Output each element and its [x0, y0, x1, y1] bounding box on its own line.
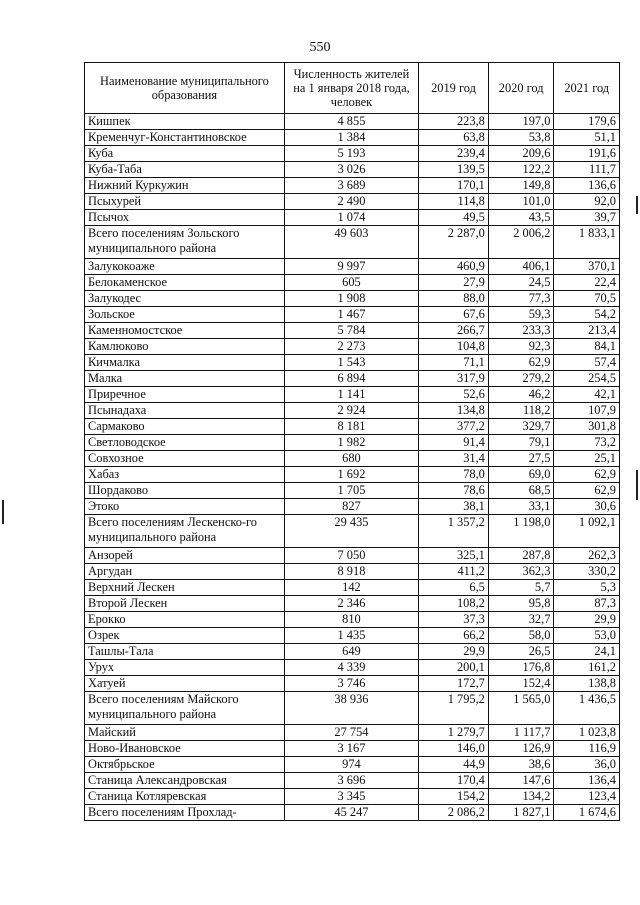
cell-2021: 1 023,8: [554, 725, 620, 741]
cell-2020: 149,8: [488, 178, 554, 194]
cell-name: Всего поселениям Лескенско-го муниципального района: [85, 515, 285, 548]
cell-2019: 200,1: [419, 660, 489, 676]
cell-2020: 233,3: [488, 323, 554, 339]
table-row-total: [85, 515, 620, 548]
cell-population: 3 167: [284, 741, 418, 757]
cell-2021: 42,1: [554, 387, 620, 403]
cell-name: Псыхурей: [85, 194, 285, 210]
cell-2021: 87,3: [554, 596, 620, 612]
cell-2021: 25,1: [554, 451, 620, 467]
cell-2020: 2 006,2: [488, 226, 554, 259]
cell-2021: 62,9: [554, 467, 620, 483]
cell-population: 1 692: [284, 467, 418, 483]
cell-name: Куба: [85, 146, 285, 162]
table-row: [85, 403, 620, 419]
cell-2019: 6,5: [419, 580, 489, 596]
cell-name: Хатуей: [85, 676, 285, 692]
cell-2019: 325,1: [419, 548, 489, 564]
cell-population: 5 193: [284, 146, 418, 162]
cell-2020: 26,5: [488, 644, 554, 660]
cell-population: 1 141: [284, 387, 418, 403]
cell-2020: 77,3: [488, 291, 554, 307]
cell-2020: 95,8: [488, 596, 554, 612]
header-population: Численность жителей на 1 января 2018 года, человек: [284, 63, 418, 114]
cell-2021: 30,6: [554, 499, 620, 515]
cell-name: Малка: [85, 371, 285, 387]
cell-2020: 92,3: [488, 339, 554, 355]
cell-population: 2 924: [284, 403, 418, 419]
cell-2021: 54,2: [554, 307, 620, 323]
table-row: [85, 596, 620, 612]
cell-2019: 134,8: [419, 403, 489, 419]
cell-population: 605: [284, 275, 418, 291]
cell-2019: 108,2: [419, 596, 489, 612]
cell-2019: 71,1: [419, 355, 489, 371]
cell-name: Кременчуг-Константиновское: [85, 130, 285, 146]
table-row: [85, 725, 620, 741]
cell-name: Станица Александровская: [85, 773, 285, 789]
cell-2019: 49,5: [419, 210, 489, 226]
cell-population: 1 705: [284, 483, 418, 499]
margin-mark: [636, 470, 638, 500]
cell-2019: 88,0: [419, 291, 489, 307]
cell-population: 1 384: [284, 130, 418, 146]
table-row: [85, 210, 620, 226]
cell-2019: 31,4: [419, 451, 489, 467]
cell-2019: 239,4: [419, 146, 489, 162]
table-row: [85, 564, 620, 580]
cell-2021: 24,1: [554, 644, 620, 660]
cell-2019: 66,2: [419, 628, 489, 644]
table-row: [85, 789, 620, 805]
cell-2020: 1 198,0: [488, 515, 554, 548]
table-row: [85, 146, 620, 162]
cell-2020: 53,8: [488, 130, 554, 146]
table-row: [85, 483, 620, 499]
header-name: Наименование муниципального образования: [85, 63, 285, 114]
cell-name: Белокаменское: [85, 275, 285, 291]
cell-2021: 53,0: [554, 628, 620, 644]
cell-2020: 134,2: [488, 789, 554, 805]
cell-2019: 63,8: [419, 130, 489, 146]
cell-2019: 172,7: [419, 676, 489, 692]
cell-name: Псычох: [85, 210, 285, 226]
cell-2021: 138,8: [554, 676, 620, 692]
cell-2021: 51,1: [554, 130, 620, 146]
cell-2021: 70,5: [554, 291, 620, 307]
table-row: [85, 451, 620, 467]
cell-name: Всего поселениям Прохлад-: [85, 805, 285, 821]
cell-2021: 213,4: [554, 323, 620, 339]
cell-2021: 136,4: [554, 773, 620, 789]
table-row: [85, 291, 620, 307]
cell-population: 29 435: [284, 515, 418, 548]
header-2020: 2020 год: [488, 63, 554, 114]
cell-2019: 266,7: [419, 323, 489, 339]
cell-name: Зольское: [85, 307, 285, 323]
table-row: [85, 548, 620, 564]
cell-2019: 52,6: [419, 387, 489, 403]
cell-2020: 118,2: [488, 403, 554, 419]
page-number: 550: [309, 40, 331, 55]
cell-2020: 1 827,1: [488, 805, 554, 821]
table-row: [85, 805, 620, 821]
cell-2021: 111,7: [554, 162, 620, 178]
cell-2019: 2 086,2: [419, 805, 489, 821]
cell-2020: 287,8: [488, 548, 554, 564]
table-row: [85, 307, 620, 323]
cell-2020: 279,2: [488, 371, 554, 387]
cell-population: 3 345: [284, 789, 418, 805]
cell-name: Аргудан: [85, 564, 285, 580]
cell-2021: 5,3: [554, 580, 620, 596]
table-row: [85, 660, 620, 676]
cell-2021: 62,9: [554, 483, 620, 499]
cell-2020: 69,0: [488, 467, 554, 483]
cell-2020: 126,9: [488, 741, 554, 757]
cell-2021: 1 833,1: [554, 226, 620, 259]
cell-2020: 406,1: [488, 259, 554, 275]
cell-population: 27 754: [284, 725, 418, 741]
cell-2020: 38,6: [488, 757, 554, 773]
table-body: [85, 114, 620, 821]
cell-2021: 123,4: [554, 789, 620, 805]
cell-2019: 154,2: [419, 789, 489, 805]
cell-population: 827: [284, 499, 418, 515]
cell-population: 680: [284, 451, 418, 467]
cell-name: Всего поселениям Зольского муниципального района: [85, 226, 285, 259]
cell-population: 49 603: [284, 226, 418, 259]
cell-2019: 27,9: [419, 275, 489, 291]
cell-2019: 170,4: [419, 773, 489, 789]
cell-population: 1 435: [284, 628, 418, 644]
cell-name: Шордаково: [85, 483, 285, 499]
cell-name: Залукокоаже: [85, 259, 285, 275]
cell-2020: 62,9: [488, 355, 554, 371]
table-row: [85, 467, 620, 483]
cell-population: 1 982: [284, 435, 418, 451]
cell-population: 4 855: [284, 114, 418, 130]
cell-2020: 209,6: [488, 146, 554, 162]
cell-population: 1 074: [284, 210, 418, 226]
cell-name: Псынадаха: [85, 403, 285, 419]
margin-mark: [2, 500, 4, 524]
cell-2021: 370,1: [554, 259, 620, 275]
cell-population: 8 181: [284, 419, 418, 435]
cell-2020: 27,5: [488, 451, 554, 467]
cell-2021: 29,9: [554, 612, 620, 628]
cell-name: Камлюково: [85, 339, 285, 355]
table-row: [85, 773, 620, 789]
cell-2021: 36,0: [554, 757, 620, 773]
cell-2020: 122,2: [488, 162, 554, 178]
cell-name: Залукодес: [85, 291, 285, 307]
cell-name: Сармаково: [85, 419, 285, 435]
cell-population: 1 467: [284, 307, 418, 323]
cell-name: Совхозное: [85, 451, 285, 467]
cell-name: Озрек: [85, 628, 285, 644]
cell-2020: 32,7: [488, 612, 554, 628]
cell-2021: 107,9: [554, 403, 620, 419]
table-row: [85, 259, 620, 275]
table-row: [85, 612, 620, 628]
table-row: [85, 387, 620, 403]
cell-population: 142: [284, 580, 418, 596]
cell-2021: 57,4: [554, 355, 620, 371]
cell-name: Хабаз: [85, 467, 285, 483]
cell-name: Каменномостское: [85, 323, 285, 339]
cell-2019: 146,0: [419, 741, 489, 757]
cell-2021: 191,6: [554, 146, 620, 162]
cell-2019: 223,8: [419, 114, 489, 130]
cell-population: 4 339: [284, 660, 418, 676]
cell-name: Всего поселениям Майского муниципального района: [85, 692, 285, 725]
cell-2020: 43,5: [488, 210, 554, 226]
cell-population: 5 784: [284, 323, 418, 339]
cell-name: Верхний Лескен: [85, 580, 285, 596]
table-row: [85, 178, 620, 194]
cell-2021: 22,4: [554, 275, 620, 291]
cell-2020: 101,0: [488, 194, 554, 210]
cell-population: 1 543: [284, 355, 418, 371]
table-row: [85, 130, 620, 146]
cell-2021: 92,0: [554, 194, 620, 210]
cell-2021: 254,5: [554, 371, 620, 387]
cell-2019: 460,9: [419, 259, 489, 275]
cell-2020: 58,0: [488, 628, 554, 644]
cell-2019: 37,3: [419, 612, 489, 628]
table-row: [85, 757, 620, 773]
cell-population: 3 746: [284, 676, 418, 692]
cell-population: 810: [284, 612, 418, 628]
table-row: [85, 339, 620, 355]
cell-population: 974: [284, 757, 418, 773]
cell-population: 649: [284, 644, 418, 660]
cell-2020: 46,2: [488, 387, 554, 403]
cell-2021: 161,2: [554, 660, 620, 676]
cell-2020: 197,0: [488, 114, 554, 130]
cell-2019: 1 279,7: [419, 725, 489, 741]
table-row: [85, 355, 620, 371]
cell-2021: 301,8: [554, 419, 620, 435]
cell-population: 3 696: [284, 773, 418, 789]
cell-2020: 24,5: [488, 275, 554, 291]
cell-population: 8 918: [284, 564, 418, 580]
cell-2020: 329,7: [488, 419, 554, 435]
cell-2021: 1 436,5: [554, 692, 620, 725]
header-2019: 2019 год: [419, 63, 489, 114]
cell-2019: 1 795,2: [419, 692, 489, 725]
cell-2019: 411,2: [419, 564, 489, 580]
cell-name: Ташлы-Тала: [85, 644, 285, 660]
table-row-total: [85, 226, 620, 259]
cell-name: Кишпек: [85, 114, 285, 130]
cell-2019: 170,1: [419, 178, 489, 194]
data-table: [84, 62, 620, 821]
cell-2021: 330,2: [554, 564, 620, 580]
cell-population: 2 273: [284, 339, 418, 355]
cell-2019: 91,4: [419, 435, 489, 451]
cell-2020: 33,1: [488, 499, 554, 515]
cell-2019: 78,6: [419, 483, 489, 499]
header-2021: 2021 год: [554, 63, 620, 114]
cell-2019: 78,0: [419, 467, 489, 483]
table-row: [85, 419, 620, 435]
cell-2020: 68,5: [488, 483, 554, 499]
cell-name: Кичмалка: [85, 355, 285, 371]
table-row: [85, 114, 620, 130]
cell-2019: 139,5: [419, 162, 489, 178]
cell-name: Майский: [85, 725, 285, 741]
cell-2021: 1 092,1: [554, 515, 620, 548]
table-row: [85, 644, 620, 660]
cell-2020: 1 117,7: [488, 725, 554, 741]
table-row: [85, 194, 620, 210]
table-row: [85, 162, 620, 178]
cell-name: Анзорей: [85, 548, 285, 564]
cell-2019: 44,9: [419, 757, 489, 773]
cell-population: 7 050: [284, 548, 418, 564]
cell-2020: 147,6: [488, 773, 554, 789]
cell-2019: 114,8: [419, 194, 489, 210]
cell-2019: 67,6: [419, 307, 489, 323]
cell-2020: 59,3: [488, 307, 554, 323]
table-row-total: [85, 692, 620, 725]
cell-2021: 84,1: [554, 339, 620, 355]
cell-population: 38 936: [284, 692, 418, 725]
table-row: [85, 580, 620, 596]
cell-2020: 79,1: [488, 435, 554, 451]
table-row: [85, 499, 620, 515]
table-header: [85, 63, 620, 114]
cell-2019: 38,1: [419, 499, 489, 515]
table-row: [85, 435, 620, 451]
table-row: [85, 275, 620, 291]
cell-name: Урух: [85, 660, 285, 676]
cell-population: 1 908: [284, 291, 418, 307]
cell-name: Второй Лескен: [85, 596, 285, 612]
cell-2020: 152,4: [488, 676, 554, 692]
cell-population: 2 346: [284, 596, 418, 612]
cell-population: 6 894: [284, 371, 418, 387]
cell-population: 9 997: [284, 259, 418, 275]
cell-name: Станица Котляревская: [85, 789, 285, 805]
header-row: [85, 63, 620, 114]
cell-2021: 116,9: [554, 741, 620, 757]
cell-population: 2 490: [284, 194, 418, 210]
cell-2021: 39,7: [554, 210, 620, 226]
cell-2019: 1 357,2: [419, 515, 489, 548]
cell-name: Октябрьское: [85, 757, 285, 773]
table-row: [85, 628, 620, 644]
cell-2021: 73,2: [554, 435, 620, 451]
cell-population: 45 247: [284, 805, 418, 821]
cell-2020: 5,7: [488, 580, 554, 596]
cell-2019: 104,8: [419, 339, 489, 355]
cell-name: Приречное: [85, 387, 285, 403]
cell-name: Этоко: [85, 499, 285, 515]
table-row: [85, 371, 620, 387]
cell-name: Светловодское: [85, 435, 285, 451]
cell-2020: 176,8: [488, 660, 554, 676]
margin-mark: [636, 196, 638, 214]
cell-population: 3 689: [284, 178, 418, 194]
cell-population: 3 026: [284, 162, 418, 178]
table-row: [85, 323, 620, 339]
cell-2019: 377,2: [419, 419, 489, 435]
cell-2021: 179,6: [554, 114, 620, 130]
cell-2019: 317,9: [419, 371, 489, 387]
cell-2020: 362,3: [488, 564, 554, 580]
cell-name: Ерокко: [85, 612, 285, 628]
cell-name: Нижний Куркужин: [85, 178, 285, 194]
cell-name: Ново-Ивановское: [85, 741, 285, 757]
cell-2020: 1 565,0: [488, 692, 554, 725]
cell-2021: 136,6: [554, 178, 620, 194]
cell-2021: 1 674,6: [554, 805, 620, 821]
cell-name: Куба-Таба: [85, 162, 285, 178]
cell-2019: 29,9: [419, 644, 489, 660]
table-row: [85, 676, 620, 692]
table-row: [85, 741, 620, 757]
cell-2019: 2 287,0: [419, 226, 489, 259]
cell-2021: 262,3: [554, 548, 620, 564]
